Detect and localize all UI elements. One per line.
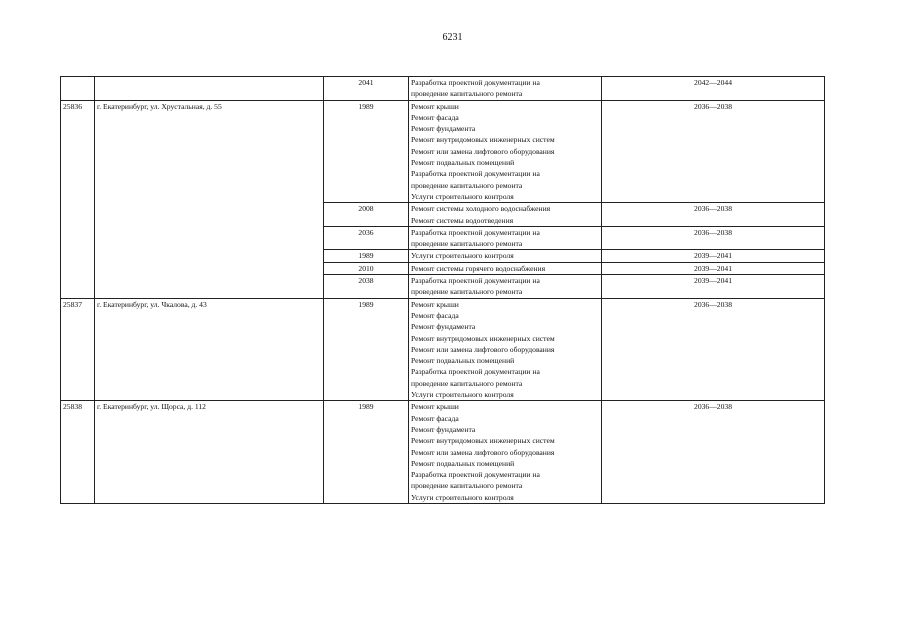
page-number: 6231 — [442, 32, 463, 43]
period-cell: 2036—2038 — [602, 401, 825, 504]
work-item: Разработка проектной документации на — [411, 169, 540, 179]
work-item: Ремонт фасада — [411, 413, 459, 423]
work-item: Ремонт системы холодного водоснабжения — [411, 204, 551, 214]
work-item: Ремонт крыши — [411, 402, 459, 412]
period-cell: 2042—2044 — [602, 77, 825, 101]
work-item: Услуги строительного контроля — [411, 251, 514, 261]
work-item: Ремонт подвальных помещений — [411, 158, 515, 168]
work-item: Ремонт фундамента — [411, 124, 476, 134]
period-cell: 2036—2038 — [602, 298, 825, 401]
work-item: проведение капитального ремонта — [411, 481, 523, 491]
work-item: Разработка проектной документации на — [411, 78, 540, 87]
address-cell: г. Екатеринбург, ул. Чкалова, д. 43 — [95, 298, 324, 401]
year-cell: 1989 — [324, 401, 409, 504]
works-cell — [409, 275, 602, 299]
table-body — [61, 77, 825, 504]
work-item: Разработка проектной документации на — [411, 367, 540, 377]
house-id-cell: 25838 — [61, 401, 95, 504]
work-item: проведение капитального ремонта — [411, 239, 523, 249]
year-cell: 1989 — [324, 250, 409, 262]
work-item: Ремонт фундамента — [411, 322, 476, 332]
works-cell — [409, 262, 602, 274]
year-cell: 2010 — [324, 262, 409, 274]
table-row — [61, 401, 825, 504]
work-item: Ремонт крыши — [411, 101, 459, 111]
period-cell: 2039—2041 — [602, 250, 825, 262]
period-cell: 2036—2038 — [602, 226, 825, 250]
work-item: Ремонт подвальных помещений — [411, 458, 515, 468]
work-item: Услуги строительного контроля — [411, 390, 514, 400]
house-id-cell: 25837 — [61, 298, 95, 401]
work-item: проведение капитального ремонта — [411, 180, 523, 190]
work-item: проведение капитального ремонта — [411, 378, 523, 388]
year-cell: 2008 — [324, 203, 409, 227]
capital-repair-table — [60, 76, 825, 504]
works-cell — [409, 100, 602, 203]
work-item: Ремонт подвальных помещений — [411, 356, 515, 366]
work-item: Ремонт или замена лифтового оборудования — [411, 344, 555, 354]
works-cell — [409, 203, 602, 227]
address-cell: г. Екатеринбург, ул. Щорса, д. 112 — [95, 401, 324, 504]
work-item: проведение капитального ремонта — [411, 89, 523, 99]
table-row — [61, 100, 825, 203]
year-cell: 1989 — [324, 298, 409, 401]
house-id-cell: 25836 — [61, 100, 95, 298]
period-cell: 2036—2038 — [602, 100, 825, 203]
work-item: Ремонт внутридомовых инженерных систем — [411, 333, 555, 343]
work-item: Ремонт или замена лифтового оборудования — [411, 146, 555, 156]
works-cell — [409, 298, 602, 401]
works-cell — [409, 226, 602, 250]
work-item: Услуги строительного контроля — [411, 191, 514, 201]
address-cell: г. Екатеринбург, ул. Хрустальная, д. 55 — [95, 100, 324, 298]
period-cell: 2039—2041 — [602, 275, 825, 299]
work-item: Ремонт фундамента — [411, 424, 476, 434]
works-cell — [409, 401, 602, 504]
year-cell: 2041 — [324, 77, 409, 101]
year-cell: 2038 — [324, 275, 409, 299]
works-cell — [409, 77, 602, 101]
work-item: Ремонт крыши — [411, 299, 459, 309]
period-cell: 2039—2041 — [602, 262, 825, 274]
work-item: Услуги строительного контроля — [411, 492, 514, 502]
work-item: Разработка проектной документации на — [411, 276, 540, 286]
work-item: Разработка проектной документации на — [411, 470, 540, 480]
period-cell: 2036—2038 — [602, 203, 825, 227]
work-item: Ремонт или замена лифтового оборудования — [411, 447, 555, 457]
work-item: Ремонт внутридомовых инженерных систем — [411, 135, 555, 145]
table-row — [61, 298, 825, 401]
work-item: Ремонт фасада — [411, 112, 459, 122]
work-item: Ремонт системы водоотведения — [411, 215, 514, 225]
table-row — [61, 77, 825, 101]
works-cell — [409, 250, 602, 262]
year-cell: 1989 — [324, 100, 409, 203]
work-item: Разработка проектной документации на — [411, 227, 540, 237]
work-item: Ремонт фасада — [411, 310, 459, 320]
work-item: Ремонт внутридомовых инженерных систем — [411, 436, 555, 446]
address-cell — [95, 77, 324, 101]
work-item: проведение капитального ремонта — [411, 287, 523, 297]
house-id-cell — [61, 77, 95, 101]
work-item: Ремонт системы горячего водоснабжения — [411, 263, 546, 273]
year-cell: 2036 — [324, 226, 409, 250]
